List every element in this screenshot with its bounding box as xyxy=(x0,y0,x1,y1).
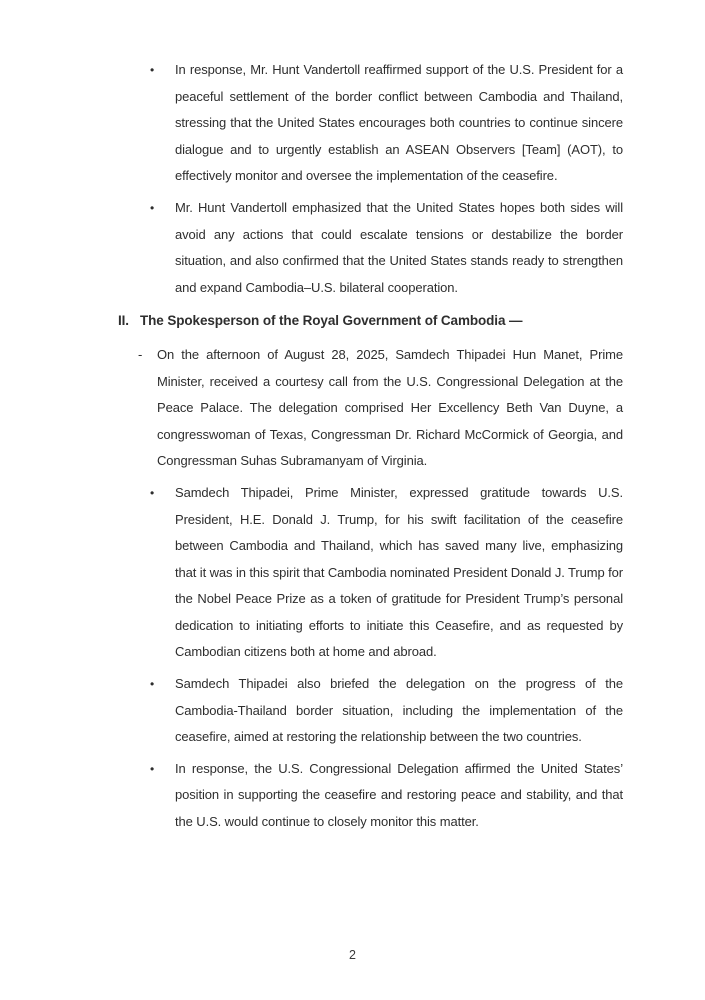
bullet-item xyxy=(0,480,705,666)
bullet-marker: • xyxy=(150,677,155,692)
paragraph-text: In response, the U.S. Congressional Delegation affirmed the United States’ position in supporting the ceasefire and restoring peace and stability, and that the U.S. would continue to closely monitor this matter. xyxy=(175,760,623,830)
bullet-item xyxy=(0,671,705,751)
bullet-marker: • xyxy=(150,485,155,500)
paragraph-text: In response, Mr. Hunt Vandertoll reaffirmed support of the U.S. President for a peaceful settlement of the border conflict between Cambodia and Thailand, stressing that the United States encourages both countries to continue sincere dialogue and to urgently establish an ASEAN Observers [Team] (AOT), to effectively monitor and oversee the implementation of the ceasefire. xyxy=(175,62,623,184)
paragraph-text: Mr. Hunt Vandertoll emphasized that the United States hopes both sides will avoid any actions that could escalate tensions or destabilize the border situation, and also confirmed that the United States stands ready to strengthen and expand Cambodia–U.S. bilateral cooperation. xyxy=(175,199,623,295)
paragraph-text: Samdech Thipadei also briefed the delegation on the progress of the Cambodia-Thailand border situation, including the implementation of the ceasefire, aimed at restoring the relationship between the two countries. xyxy=(175,676,623,745)
bullet-item xyxy=(0,756,705,836)
page-number: 2 xyxy=(349,948,356,962)
bullet-marker: • xyxy=(150,761,155,776)
paragraph-text: On the afternoon of August 28, 2025, Samdech Thipadei Hun Manet, Prime Minister, received a courtesy call from the U.S. Congressional Delegation at the Peace Palace. The delegation comprised Her Excellency Beth Van Duyne, a congresswoman of Texas, Congressman Dr. Richard McCormick of Georgia, and Congressman Suhas Subramanyam of Virginia. xyxy=(157,346,623,469)
paragraph-text: Samdech Thipadei, Prime Minister, expressed gratitude towards U.S. President, H.E. Donald J. Trump, for his swift facilitation of the ceasefire between Cambodia and Thailand, which has saved many live, emphasizing that it was in this spirit that Cambodia nominated President Donald J. Trump for the Nobel Peace Prize as a token of gratitude for President Trump’s personal dedication to initiating efforts to initiate this Ceasefire, and as requested by Cambodian citizens both at home and abroad. xyxy=(175,484,623,660)
bullet-marker: • xyxy=(150,63,155,77)
dash-marker: - xyxy=(138,346,143,362)
dash-item xyxy=(0,342,705,475)
bullet-marker: • xyxy=(150,200,155,215)
heading-text: The Spokesperson of the Royal Government of Cambodia — xyxy=(140,313,523,329)
heading-numeral: II. xyxy=(118,313,129,329)
bullet-item xyxy=(0,195,705,301)
bullet-item xyxy=(0,57,705,190)
document-body xyxy=(0,57,705,841)
section-heading xyxy=(0,308,705,335)
